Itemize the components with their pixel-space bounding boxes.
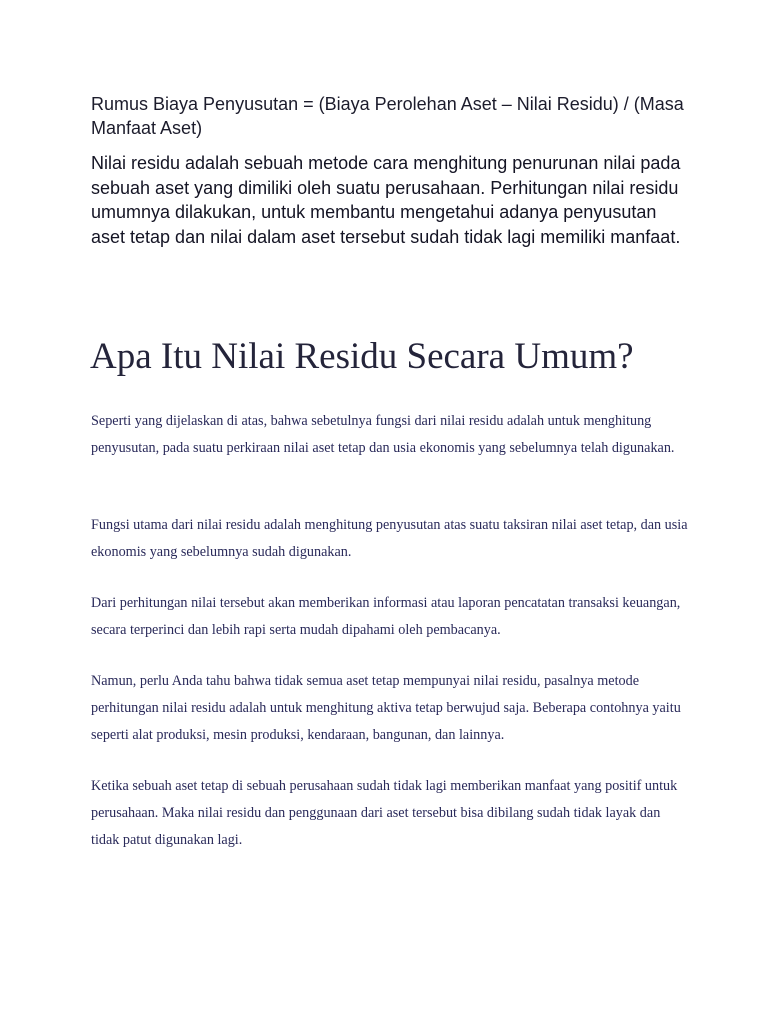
body-paragraph-5: Ketika sebuah aset tetap di sebuah perusahaan sudah tidak lagi memberikan manfaat yang positif untuk perusahaan. Maka nilai residu dan penggunaan dari aset tersebut bisa dibilang sudah tidak layak dan tidak patut digunakan lagi.: [91, 778, 678, 848]
body-paragraph-4: Namun, perlu Anda tahu bahwa tidak semua aset tetap mempunyai nilai residu, pasalnya metode perhitungan nilai residu adalah untuk menghitung aktiva tetap berwujud saja. Beberapa contohnya yaitu seperti alat produksi, mesin produksi, kendaraan, bangunan, dan lainnya.: [91, 673, 681, 743]
intro-paragraph: Nilai residu adalah sebuah metode cara menghitung penurunan nilai pada sebuah aset yang dimiliki oleh suatu perusahaan. Perhitungan nilai residu umumnya dilakukan, untuk membantu mengetahui adanya penyusutan aset tetap dan nilai dalam aset tersebut sudah tidak lagi memiliki manfaat.: [91, 153, 681, 247]
body-paragraph-2: Fungsi utama dari nilai residu adalah menghitung penyusutan atas suatu taksiran nilai aset tetap, dan usia ekonomis yang sebelumnya sudah digunakan.: [91, 517, 688, 560]
section-heading: Apa Itu Nilai Residu Secara Umum?: [90, 336, 634, 377]
formula-text: Rumus Biaya Penyusutan = (Biaya Perolehan Aset – Nilai Residu) / (Masa Manfaat Aset): [91, 94, 684, 138]
body-paragraph-1: Seperti yang dijelaskan di atas, bahwa sebetulnya fungsi dari nilai residu adalah untuk menghitung penyusutan, pada suatu perkiraan nilai aset tetap dan usia ekonomis yang sebelumnya telah digunakan.: [91, 413, 675, 456]
body-paragraph-3: Dari perhitungan nilai tersebut akan memberikan informasi atau laporan pencatatan transaksi keuangan, secara terperinci dan lebih rapi serta mudah dipahami oleh pembacanya.: [91, 595, 681, 638]
